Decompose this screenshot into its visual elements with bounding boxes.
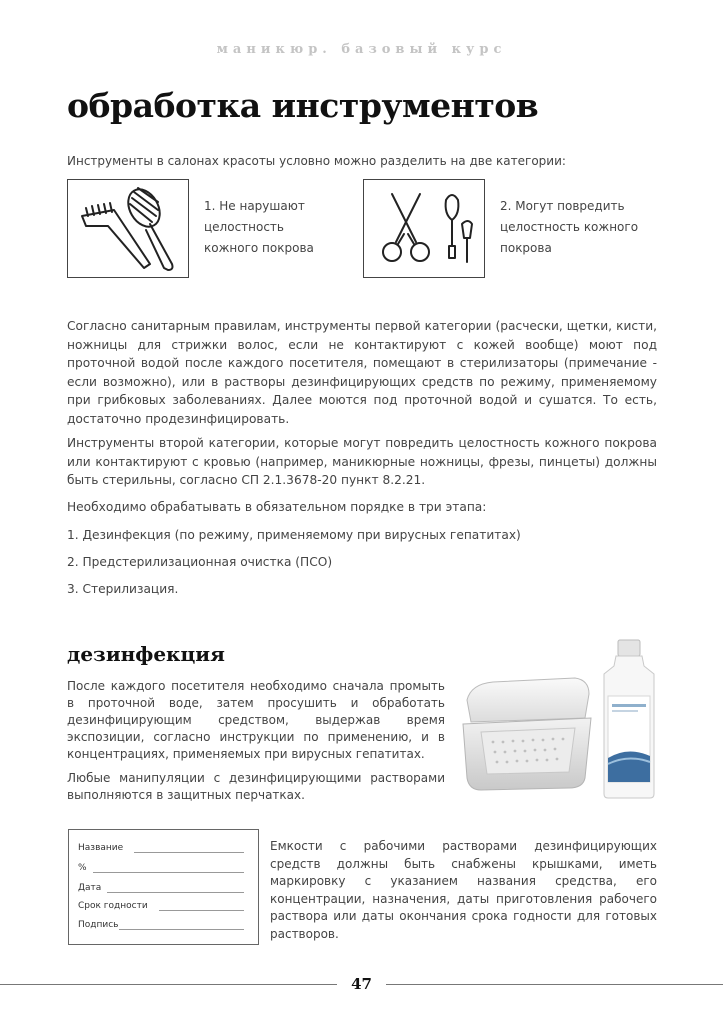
label-field-expiry-line: [159, 910, 244, 911]
disinfection-paragraph: После каждого посетителя необходимо сначала промыть в проточной воде, затем просушить и обработать дезинфицирующим средством, выдержав время экспозиции, согласно инструкции по применению, и в концентрациях, применяемых при вирусных гепатитах.: [67, 679, 445, 761]
label-field-signature-line: [119, 929, 244, 930]
label-field-date: Дата: [78, 883, 102, 893]
category-2-image: [363, 179, 485, 278]
stage-item: 2. Предстерилизационная очистка (ПСО): [67, 555, 333, 569]
stages-intro: Необходимо обрабатывать в обязательном порядке в три этапа:: [67, 500, 487, 514]
scissors-icon: [364, 180, 484, 277]
label-field-percent: %: [78, 863, 87, 873]
intro-text: Инструменты в салонах красоты условно можно разделить на две категории:: [67, 154, 566, 168]
page-number: 47: [351, 975, 372, 993]
gloves-paragraph: Любые манипуляции с дезинфицирующими растворами выполняются в защитных перчатках.: [67, 771, 445, 802]
containers-paragraph: Емкости с рабочими растворами дезинфицирующих средств должны быть снабжены крышками, иметь маркировку с указанием названия средства, его концентрации, назначения, даты приготовления рабочего раствора или даты окончания срока годности для готовых растворов.: [270, 839, 657, 941]
label-field-date-line: [107, 892, 244, 893]
label-field-name: Название: [78, 843, 124, 853]
paragraph-second-category: Инструменты второй категории, которые могут повредить целостность кожного покрова или контактируют с кровью (например, маникюрные ножницы, фрезы, пинцеты) должны быть стерильны, согласно СП 2.1.3678-20 пункт 8.2.21.: [67, 436, 657, 487]
paragraph-first-category: Согласно санитарным правилам, инструменты первой категории (расчески, щетки, кисти, ножницы для стрижки волос, если не контактируют с кожей вообще) моют под проточной водой после каждого посетителя, помещают в стерилизаторы (примечание - если возможно), или в растворы дезинфицирующих средств по режиму, применяемому при грибковых заболеваниях. Далее моются под проточной водой и сушатся. То есть, достаточно продезинфицировать.: [67, 319, 657, 426]
category-1-text: [204, 196, 314, 259]
category-2-text: [500, 196, 638, 259]
category-1-line: кожного покрова: [204, 241, 314, 255]
page-title: обработка инструментов: [67, 86, 539, 125]
category-2-line: 2. Могут повредить: [500, 199, 625, 213]
category-1-line: 1. Не нарушают: [204, 199, 305, 213]
disinfection-container-photo: [457, 660, 597, 800]
stage-item: 1. Дезинфекция (по режиму, применяемому при вирусных гепатитах): [67, 528, 521, 542]
label-field-expiry: Срок годности: [78, 901, 148, 911]
running-header: маникюр. базовый курс: [216, 42, 507, 57]
category-1-line: целостность: [204, 220, 284, 234]
disinfectant-bottle-photo: [600, 638, 660, 800]
section-title: дезинфекция: [67, 642, 225, 666]
label-field-name-line: [134, 852, 244, 853]
footer-line-left: [0, 984, 337, 985]
label-field-signature: Подпись: [78, 920, 119, 930]
category-2-line: целостность кожного: [500, 220, 639, 234]
label-sample-box: [68, 829, 259, 945]
comb-brush-icon: [68, 180, 188, 277]
category-2-line: покрова: [500, 241, 552, 255]
category-1-image: [67, 179, 189, 278]
footer-line-right: [386, 984, 723, 985]
label-field-percent-line: [93, 872, 244, 873]
stage-item: 3. Стерилизация.: [67, 582, 179, 596]
